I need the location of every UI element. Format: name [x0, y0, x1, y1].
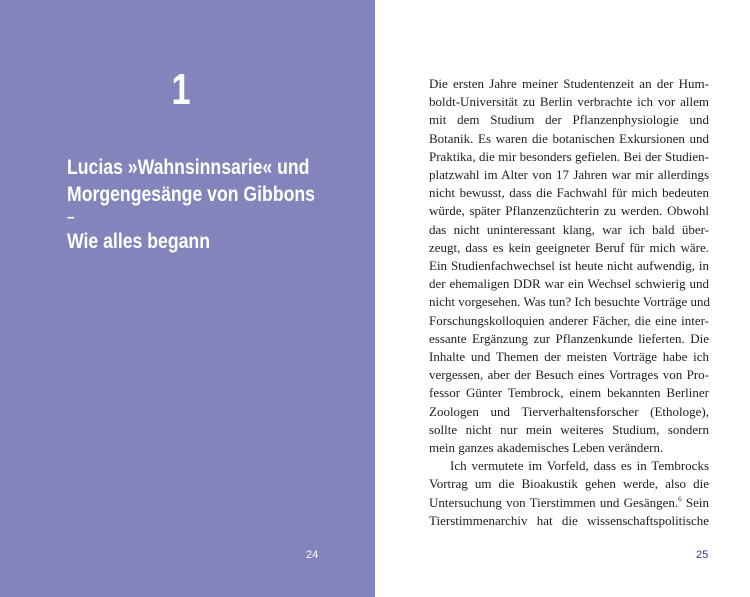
text-line: Die ersten Jahre meiner Studentenzeit an der Hum- — [429, 76, 709, 91]
text-line: Botanik. Es waren die botanischen Exkursionen und — [429, 130, 709, 146]
text-line: fessor Günter Tembrock, einem bekannten Berliner — [429, 385, 709, 401]
text-line-part: Sein — [681, 494, 709, 510]
text-line: platzwahl im Alter von 17 Jahren war mir allerdings — [429, 167, 709, 183]
chapter-title-line: Lucias »Wahnsinnsarie« und — [67, 156, 310, 179]
text-line: mein ganzes akademisches Leben verändern. — [429, 440, 664, 456]
body-text — [429, 75, 709, 530]
right-page — [375, 0, 750, 597]
chapter-number: 1 — [171, 65, 191, 114]
chapter-subtitle: Wie alles begann — [67, 230, 210, 253]
text-line: essante Ergänzung zur Pflanzenkunde lieferten. Die — [429, 330, 709, 346]
text-line: Zoologen und Tierverhaltensforscher (Ethologe), — [429, 403, 709, 419]
chapter-title — [67, 154, 319, 255]
text-line-part: Untersuchung von Tierstimmen und Gesängen. — [429, 494, 679, 510]
text-line: Ich vermutete im Vorfeld, dass es in Tembrocks — [450, 458, 709, 474]
text-line: Forschungskolloquien anderer Fächer, die eine inter- — [429, 312, 709, 328]
text-line-with-footnote — [429, 494, 709, 512]
chapter-title-dash: – — [67, 209, 75, 226]
text-line: das nicht uninteressant klang, war ich bald über- — [429, 221, 709, 237]
footnote-marker[interactable]: 6 — [678, 495, 682, 504]
text-line: nicht bewusst, dass die Fachwahl für mich bedeuten — [429, 185, 709, 201]
text-line: zeugt, dass es kein geeigneter Beruf für mich wäre. — [429, 239, 709, 255]
text-line: Inhalte und Themen der meisten Vorträge habe ich — [429, 349, 709, 365]
text-line: Tierstimmenarchiv hat die wissenschaftspolitische — [429, 512, 709, 528]
text-line: nicht vorgesehen. Was tun? Ich besuchte Vorträge und — [429, 294, 711, 310]
text-line: der ehemaligen DDR war ein Wechsel schwierig und — [429, 276, 709, 292]
page-number-right: 25 — [696, 549, 709, 561]
text-line: Ein Studienfachwechsel ist heute nicht aufwendig, in — [429, 258, 709, 274]
text-line: Praktika, die mir besonders gefielen. Bei der Studien- — [429, 148, 709, 164]
page-number-left: 24 — [306, 549, 319, 561]
text-line: Vortrag um die Bioakustik gehen werde, also die — [429, 476, 709, 492]
text-line: sollte nicht nur mein weiteres Studium, sondern — [429, 421, 709, 437]
text-line: würde, später Pflanzenzüchterin zu werden. Obwohl — [429, 203, 709, 219]
text-line: mit dem Studium der Pflanzenphysiologie und — [429, 112, 709, 128]
chapter-title-line: Morgengesänge von Gibbons — [67, 183, 315, 206]
text-line: vergessen, aber der Besuch eines Vortrages von Pro- — [429, 367, 709, 383]
text-line: boldt-Universität zu Berlin verbrachte ich vor allem — [429, 94, 709, 110]
